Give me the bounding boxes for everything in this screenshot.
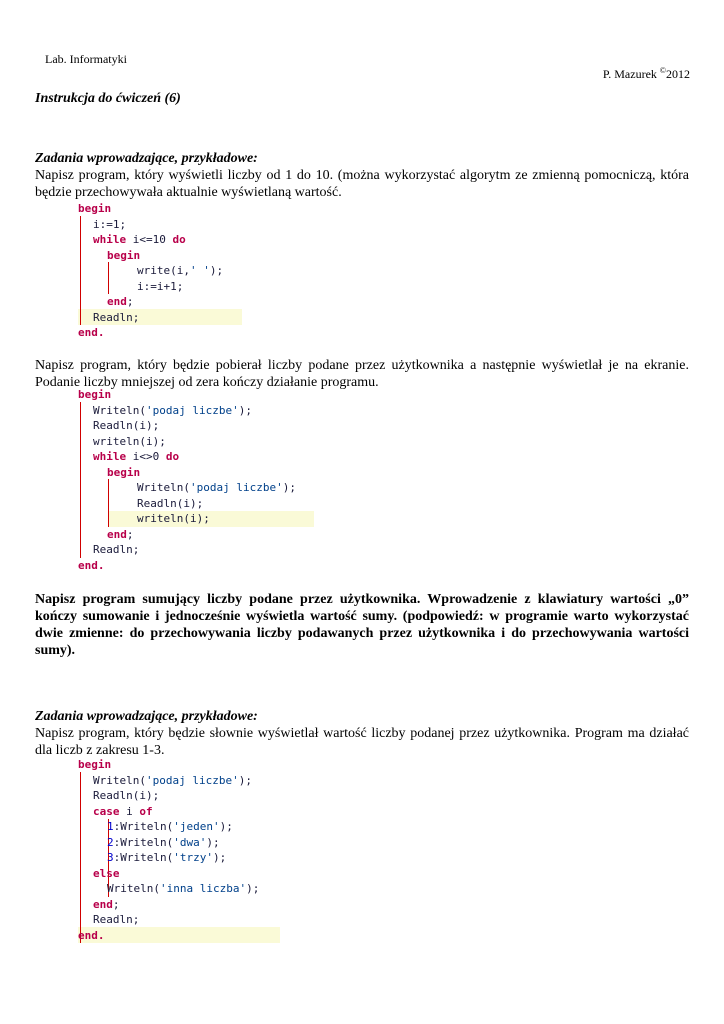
code-line: Readln; [93, 543, 140, 556]
code-line: begin [78, 202, 112, 215]
page-title: Instrukcja do ćwiczeń (6) [35, 91, 181, 106]
code-line: 3:Writeln('trzy'); [107, 851, 227, 864]
code-line: begin [107, 248, 141, 262]
code-line: Readln; [93, 310, 140, 324]
code-line: begin [78, 388, 112, 401]
indent-guide [80, 772, 81, 943]
indent-guide [108, 479, 109, 527]
code-line: Readln(i); [93, 789, 160, 802]
code-line: write(i,' '); [137, 264, 224, 277]
code-line: else [93, 866, 120, 880]
section1-heading: Zadania wprowadzające, przykładowe: [35, 151, 258, 166]
code-line: Writeln('podaj liczbe'); [137, 481, 296, 494]
code-line: Readln; [93, 913, 140, 926]
code-line: begin [107, 465, 141, 479]
code-line: begin [78, 758, 112, 771]
section1-text: Napisz program, który wyświetli liczby od 1 do 10. (można wykorzystać algorytm ze zmienną pomocniczą, która będzie przechowywała aktualnie wyświetlaną wartość. [35, 168, 689, 200]
indent-guide [80, 216, 81, 325]
section2-text: Napisz program, który będzie pobierał liczby podane przez użytkownika a następnie wyświetlał je na ekranie. Podanie liczby mniejszej od zera kończy działanie programu. [35, 358, 689, 390]
header-author [603, 66, 690, 82]
code-line: while i<>0 do [93, 450, 180, 463]
code-line: i:=i+1; [137, 279, 184, 293]
code-line: 2:Writeln('dwa'); [107, 835, 220, 849]
code-line: writeln(i); [137, 512, 210, 525]
indent-guide [108, 262, 109, 294]
code-line: end. [78, 558, 105, 572]
section4-text: Napisz program, który będzie słownie wyświetlał wartość liczby podanej przez użytkownika. Program ma działać dla liczb z zakresu 1-3. [35, 726, 689, 758]
author-name: P. Mazurek [602, 67, 660, 81]
section4-heading: Zadania wprowadzające, przykładowe: [35, 709, 258, 724]
copyright-symbol: © [659, 66, 666, 75]
code-line: end; [107, 527, 134, 541]
code-line: end. [78, 326, 105, 339]
code-line: Readln(i); [137, 496, 204, 510]
code-line: while i<=10 do [93, 233, 186, 246]
code-line: Writeln('inna liczba'); [107, 882, 260, 895]
code-line: i:=1; [93, 217, 127, 231]
code-line: Writeln('podaj liczbe'); [93, 403, 252, 417]
code-line: end. [78, 928, 105, 942]
highlight-line [78, 927, 280, 943]
year: 2012 [666, 67, 690, 81]
code-line: case i of [93, 804, 153, 818]
header-lab-label: Lab. Informatyki [45, 52, 127, 66]
code-line: writeln(i); [93, 434, 166, 448]
section3-task: Napisz program sumujący liczby podane przez użytkownika. Wprowadzenie z klawiatury wartości „0” kończy sumowanie i jednocześnie wyświetla wartość sumy. (podpowiedź: w programie warto wykorzystać dwie zmienne: do przechowywania liczby podawanych przez użytkownika i do przechowywania wartości sumy). [35, 592, 689, 658]
code-line: end; [107, 295, 134, 308]
code-line: Readln(i); [93, 419, 160, 432]
code-line: end; [93, 897, 120, 911]
code-line: 1:Writeln('jeden'); [107, 820, 233, 833]
code-line: Writeln('podaj liczbe'); [93, 773, 252, 787]
indent-guide [80, 402, 81, 558]
